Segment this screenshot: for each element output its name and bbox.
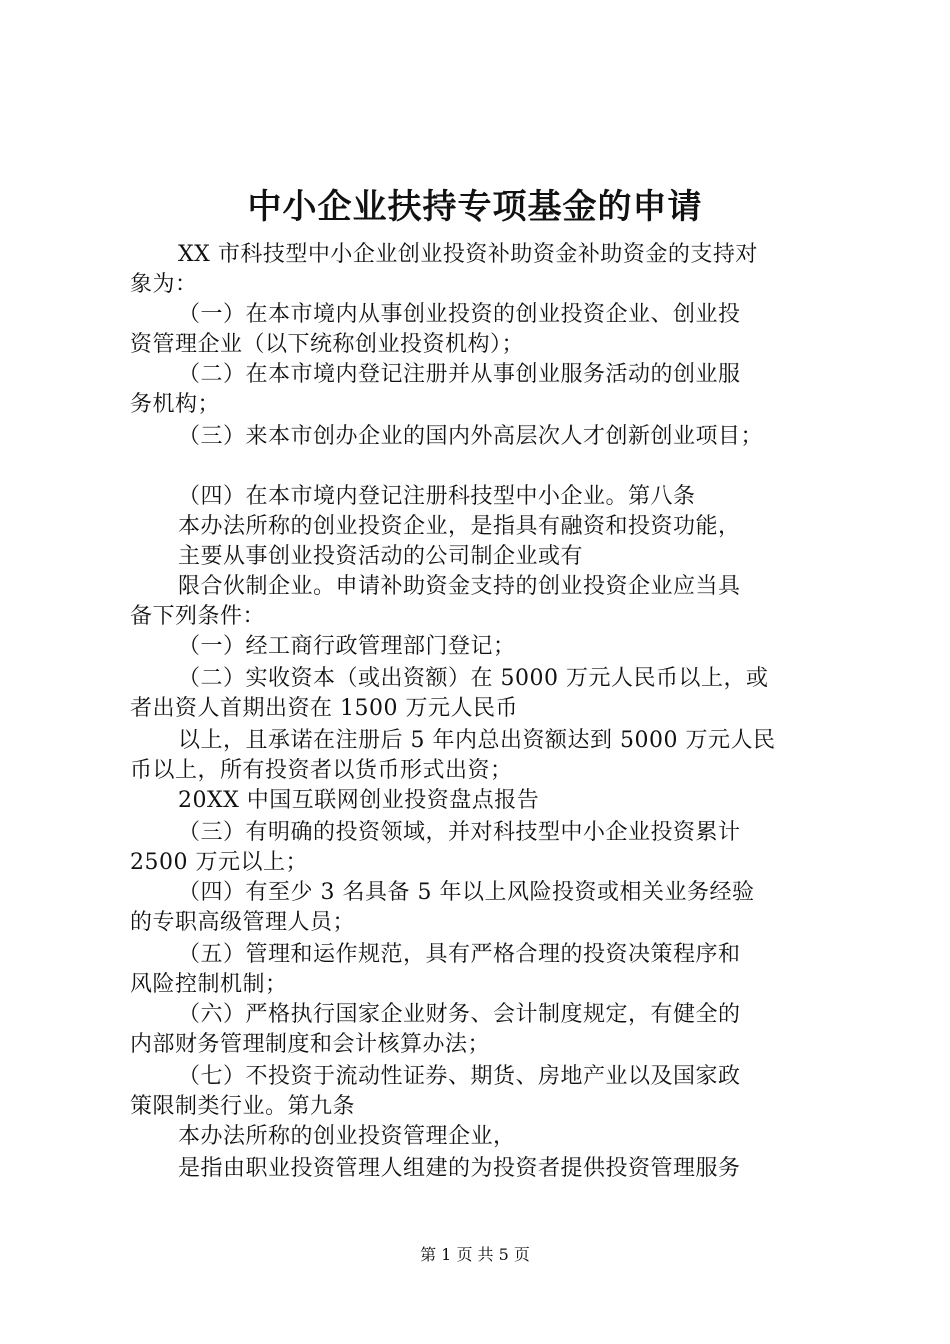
- text-line: 币以上，所有投资者以货币形式出资；: [130, 758, 513, 783]
- page-footer: 第 1 页 共 5 页: [420, 1245, 530, 1264]
- text-line: 风险控制机制；: [130, 972, 288, 997]
- text-line: （三）来本市创办企业的国内外高层次人才创新创业项目；: [178, 424, 764, 449]
- text-line: （七）不投资于流动性证券、期货、房地产业以及国家政: [178, 1064, 741, 1089]
- text-line: 内部财务管理制度和会计核算办法；: [130, 1032, 491, 1057]
- text-line: 的专职高级管理人员；: [130, 910, 356, 935]
- text-line: （三）有明确的投资领域，并对科技型中小企业投资累计: [178, 820, 741, 845]
- text-line: （二）在本市境内登记注册并从事创业服务活动的创业服: [178, 362, 741, 387]
- text-line: 限合伙制企业。申请补助资金支持的创业投资企业应当具: [178, 574, 741, 599]
- text-line: 者出资人首期出资在 1500 万元人民币: [130, 696, 518, 721]
- text-line: 主要从事创业投资活动的公司制企业或有: [178, 544, 584, 569]
- text-line: （二）实收资本（或出资额）在 5000 万元人民币以上，或: [178, 666, 769, 691]
- text-line: （一）在本市境内从事创业投资的创业投资企业、创业投: [178, 302, 741, 327]
- text-line: 是指由职业投资管理人组建的为投资者提供投资管理服务: [178, 1156, 741, 1181]
- text-line: 策限制类行业。第九条: [130, 1094, 356, 1119]
- text-line: （四）有至少 3 名具备 5 年以上风险投资或相关业务经验: [178, 880, 755, 905]
- text-line: 象为：: [130, 272, 198, 297]
- text-line: 务机构；: [130, 392, 221, 417]
- text-line: 以上，且承诺在注册后 5 年内总出资额达到 5000 万元人民: [178, 728, 776, 753]
- text-line: 资管理企业（以下统称创业投资机构）；: [130, 332, 525, 357]
- text-line: 本办法所称的创业投资管理企业，: [178, 1124, 516, 1149]
- text-line: 2500 万元以上；: [130, 850, 308, 875]
- text-line: （四）在本市境内登记注册科技型中小企业。第八条: [178, 484, 696, 509]
- document-title: 中小企业扶持专项基金的申请: [247, 187, 703, 227]
- text-line: 20XX 中国互联网创业投资盘点报告: [178, 788, 540, 813]
- text-line: （五）管理和运作规范，具有严格合理的投资决策程序和: [178, 942, 741, 967]
- text-line: XX 市科技型中小企业创业投资补助资金补助资金的支持对: [178, 242, 758, 267]
- text-line: （六）严格执行国家企业财务、会计制度规定，有健全的: [178, 1002, 741, 1027]
- text-line: 本办法所称的创业投资企业，是指具有融资和投资功能，: [178, 514, 741, 539]
- text-line: （一）经工商行政管理部门登记；: [178, 634, 516, 659]
- text-line: 备下列条件：: [130, 604, 266, 629]
